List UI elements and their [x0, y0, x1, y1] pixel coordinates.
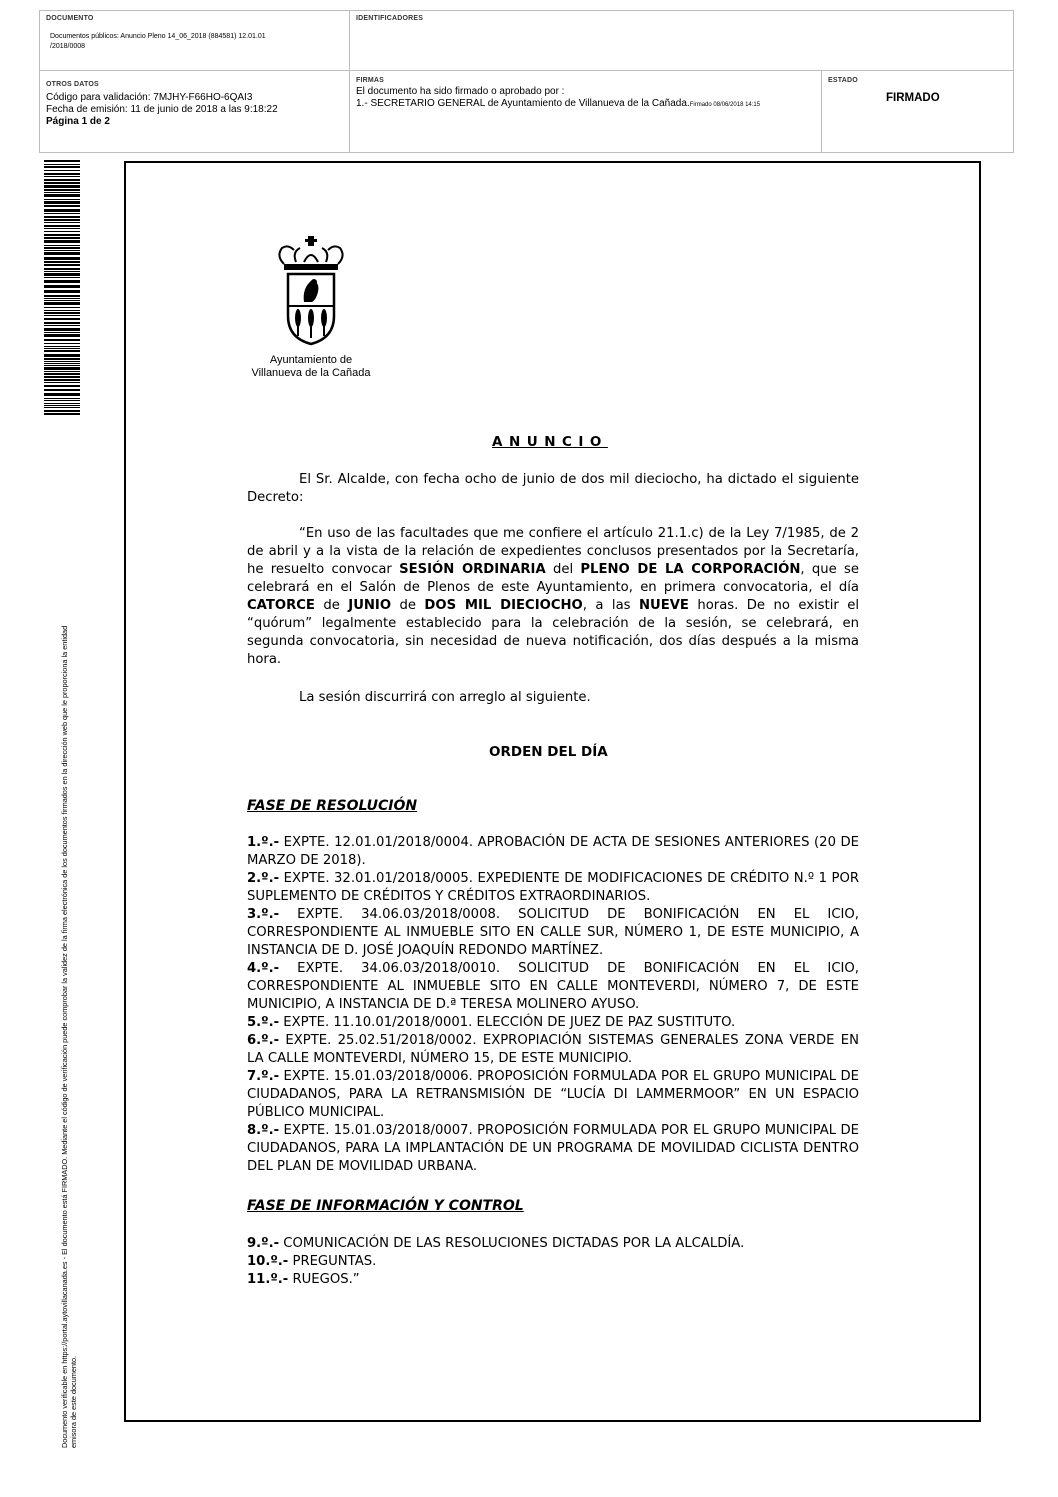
decree-text: “En uso de las facultades que me confiere el artículo 21.1.c) de la Ley 7/1985, de 2 de abril y a la vista de la relación de expedientes conclusos presentados por la Secretaría, he resuelto convocar	[247, 526, 859, 577]
decree-text: del	[545, 562, 581, 577]
agenda-item-text: EXPTE. 32.01.01/2018/0005. EXPEDIENTE DE MODIFICACIONES DE CRÉDITO N.º 1 POR SUPLEMENTO DE CRÉDITOS Y CRÉDITOS EXTRAORDINARIOS.	[247, 871, 859, 904]
agenda-item-number: 9.º.-	[247, 1236, 280, 1251]
phase2-heading-block	[247, 1197, 859, 1215]
agenda-item-text: EXPTE. 11.10.01/2018/0001. ELECCIÓN DE JUEZ DE PAZ SUSTITUTO.	[279, 1015, 736, 1030]
decree-text: de	[391, 598, 425, 613]
decree-text: de	[314, 598, 349, 613]
agenda-item-text: EXPTE. 34.06.03/2018/0008. SOLICITUD DE BONIFICACIÓN EN EL ICIO, CORRESPONDIENTE AL INMUEBLE SITO EN CALLE SUR, NÚMERO 1, DE ESTE MUNICIPIO, A INSTANCIA DE D. JOSÉ JOAQUÍN REDONDO MARTÍNEZ.	[247, 907, 859, 958]
documento-text-2: /2018/0008	[50, 43, 86, 50]
phase2-items	[247, 1235, 859, 1289]
firmas-stamp: Firmado 08/06/2018 14:15	[689, 102, 761, 108]
agenda-item	[247, 1032, 859, 1068]
phase2-heading: FASE DE INFORMACIÓN Y CONTROL	[247, 1198, 524, 1214]
identificadores-label: IDENTIFICADORES	[356, 15, 424, 22]
agenda-item-number: 11.º.-	[247, 1272, 289, 1287]
session-block	[247, 689, 859, 707]
agenda-item-number: 8.º.-	[247, 1123, 280, 1138]
agenda-item	[247, 1271, 859, 1289]
agenda-item-number: 5.º.-	[247, 1015, 280, 1030]
estado-label: ESTADO	[828, 77, 858, 84]
agenda-item-number: 7.º.-	[247, 1069, 280, 1084]
decree-text: , que se celebrará en el Salón de Plenos de este Ayuntamiento, en primera convocatoria, el día	[247, 562, 859, 595]
agenda-item	[247, 834, 859, 870]
agenda-item-text: COMUNICACIÓN DE LAS RESOLUCIONES DICTADAS POR LA ALCALDÍA.	[279, 1236, 745, 1251]
intro-paragraph: El Sr. Alcalde, con fecha ocho de junio de dos mil dieciocho, ha dictado el siguiente Decreto:	[247, 472, 859, 505]
estado-cell	[822, 71, 1015, 153]
agenda-item	[247, 1014, 859, 1032]
decree-bold: SESIÓN ORDINARIA	[399, 562, 546, 577]
documento-label: DOCUMENTO	[46, 15, 94, 22]
decree-bold: PLENO DE LA CORPORACIÓN	[580, 562, 801, 577]
agenda-item	[247, 1068, 859, 1122]
intro-block	[247, 471, 859, 507]
agenda-item	[247, 870, 859, 906]
identificadores-cell	[350, 11, 1014, 71]
decree-bold: JUNIO	[348, 598, 392, 613]
page-number: Página 1 de 2	[46, 116, 110, 127]
validation-code: Código para validación: 7MJHY-F66HO-6QAI3	[46, 92, 253, 103]
agenda-item-text: EXPTE. 25.02.51/2018/0002. EXPROPIACIÓN SISTEMAS GENERALES ZONA VERDE EN LA CALLE MONTEVERDI, NÚMERO 15, DE ESTE MUNICIPIO.	[247, 1033, 859, 1066]
documento-text: Documentos públicos: Anuncio Pleno 14_06_2018 (884581) 12.01.01	[50, 33, 266, 40]
agenda-item-number: 6.º.-	[247, 1033, 280, 1048]
signature-header	[39, 10, 1014, 153]
side-verification-text	[60, 438, 78, 1448]
side-text-line1: Documento verificable en https://portal.aytovillacanada.es - El documento está FIRMADO. Mediante el código de verificación puede comprobar la validez de la firma electrónica de los documentos firmados en la dirección web que le proporciona la entidad	[60, 625, 69, 1448]
emission-date: Fecha de emisión: 11 de junio de 2018 a las 9:18:22	[46, 104, 278, 115]
agenda-item-text: EXPTE. 34.06.03/2018/0010. SOLICITUD DE BONIFICACIÓN EN EL ICIO, CORRESPONDIENTE AL INMUEBLE SITO EN CALLE MONTEVERDI, NÚMERO 7, DE ESTE MUNICIPIO, A INSTANCIA DE D.ª TERESA MOLINERO AYUSO.	[247, 961, 859, 1012]
decree-block	[247, 525, 859, 669]
agenda-item-text: EXPTE. 15.01.03/2018/0007. PROPOSICIÓN FORMULADA POR EL GRUPO MUNICIPAL DE CIUDADANOS, PARA LA IMPLANTACIÓN DE UN PROGRAMA DE MOVILIDAD CICLISTA DENTRO DEL PLAN DE MOVILIDAD URBANA.	[247, 1123, 859, 1174]
otros-datos-label: OTROS DATOS	[46, 81, 99, 88]
estado-value: FIRMADO	[886, 92, 940, 104]
phase1-heading-block	[247, 797, 859, 815]
decree-text: , a las	[582, 598, 639, 613]
agenda-item-number: 4.º.-	[247, 961, 280, 976]
coat-of-arms-icon	[244, 234, 378, 352]
decree-bold: CATORCE	[247, 598, 315, 613]
firmas-line1: El documento ha sido firmado o aprobado por :	[356, 86, 565, 97]
firmas-label: FIRMAS	[356, 77, 385, 84]
agenda-item	[247, 960, 859, 1014]
otros-datos-cell	[40, 71, 350, 153]
decree-paragraph	[247, 525, 859, 669]
agenda-item-number: 10.º.-	[247, 1254, 289, 1269]
agenda-item	[247, 1122, 859, 1176]
agenda-item-number: 3.º.-	[247, 907, 280, 922]
phase1-items	[247, 834, 859, 1176]
decree-bold: NUEVE	[638, 598, 689, 613]
agenda-item-text: EXPTE. 12.01.01/2018/0004. APROBACIÓN DE ACTA DE SESIONES ANTERIORES (20 DE MARZO DE 2018).	[247, 835, 859, 868]
agenda-item	[247, 1253, 859, 1271]
agenda-item-text: EXPTE. 15.01.03/2018/0006. PROPOSICIÓN FORMULADA POR EL GRUPO MUNICIPAL DE CIUDADANOS, PARA LA RETRANSMISIÓN DE “LUCÍA DI LAMMERMOOR” EN UN ESPACIO PÚBLICO MUNICIPAL.	[247, 1069, 859, 1120]
side-text-line2: emisora de este documento.	[69, 1355, 78, 1448]
decree-text: horas. De no existir el “quórum” legalmente establecido para la celebración de la sesión, se celebrará, en segunda convocatoria, sin necesidad de nueva notificación, dos días después a la misma hora.	[247, 598, 860, 667]
agenda-item-text: PREGUNTAS.	[288, 1254, 377, 1269]
page-title: ANUNCIO	[492, 434, 608, 450]
municipal-logo	[244, 234, 378, 384]
agenda-item-text: RUEGOS.”	[288, 1272, 360, 1287]
firmas-line2: 1.- SECRETARIO GENERAL de Ayuntamiento de Villanueva de la Cañada.	[356, 98, 690, 109]
session-line: La sesión discurrirá con arreglo al siguiente.	[299, 690, 591, 705]
firmas-cell	[350, 71, 822, 153]
barcode	[44, 160, 80, 415]
phase1-heading: FASE DE RESOLUCIÓN	[247, 798, 418, 814]
decree-bold: DOS MIL DIECIOCHO	[424, 598, 583, 613]
agenda-item	[247, 1235, 859, 1253]
agenda-item-number: 1.º.-	[247, 835, 280, 850]
agenda-item-number: 2.º.-	[247, 871, 280, 886]
documento-cell	[40, 11, 350, 71]
logo-text-line1: Ayuntamiento de	[269, 354, 353, 366]
orden-heading: ORDEN DEL DÍA	[489, 744, 608, 760]
logo-text-line2: Villanueva de la Cañada	[251, 367, 371, 379]
agenda-item	[247, 906, 859, 960]
